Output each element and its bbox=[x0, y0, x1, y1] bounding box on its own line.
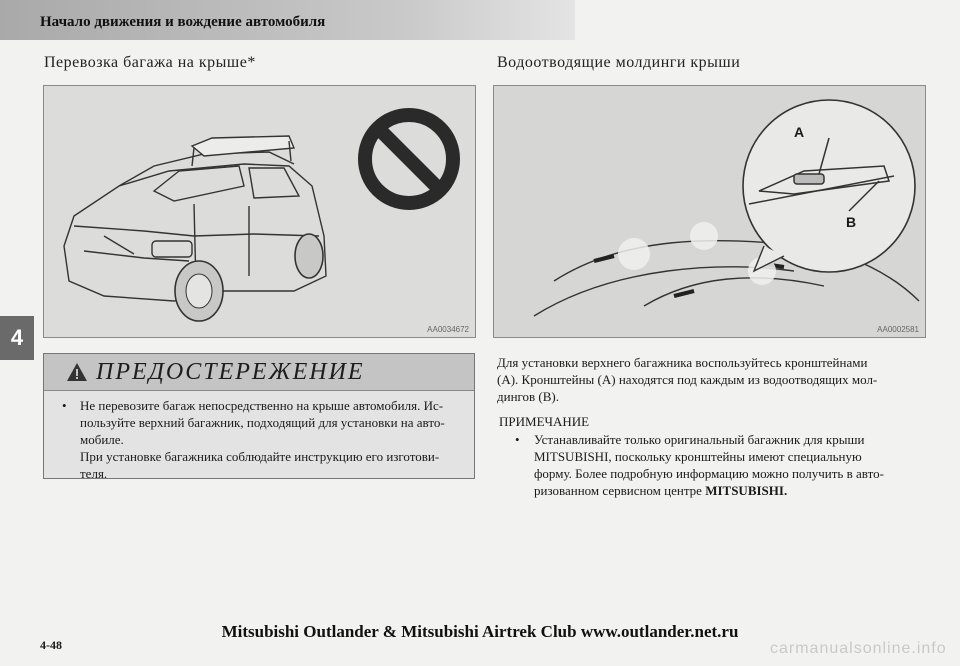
note-title: ПРИМЕЧАНИЕ bbox=[499, 414, 590, 429]
note-bullet: • bbox=[515, 432, 520, 447]
para-line-3: дингов (B). bbox=[497, 389, 560, 404]
warning-bullet: • bbox=[62, 398, 67, 413]
figure-code-left: AA0034672 bbox=[427, 325, 469, 334]
chapter-header-title: Начало движения и вождение автомобиля bbox=[40, 14, 326, 30]
car-roof-figure bbox=[43, 85, 476, 338]
note-block bbox=[515, 431, 884, 499]
car-illustration bbox=[44, 86, 475, 337]
warning-line-1: Не перевозите багаж непосредственно на крыше автомобиля. Ис- bbox=[80, 398, 444, 413]
chapter-tab: 4 bbox=[0, 316, 34, 360]
roof-cargo-title: Перевозка багажа на крыше* bbox=[44, 54, 256, 71]
figure-code-right: AA0002581 bbox=[877, 325, 919, 334]
footer-club: Mitsubishi Outlander & Mitsubishi Airtrek Club www.outlander.net.ru bbox=[221, 622, 739, 641]
note-line-3: форму. Более подробную информацию можно получить в авто- bbox=[534, 466, 884, 481]
roof-molding-illustration bbox=[494, 86, 925, 337]
watermark: carmanualsonline.info bbox=[770, 640, 947, 657]
para-line-2: (A). Кронштейны (A) находятся под каждым из водоотводящих мол- bbox=[497, 372, 878, 387]
label-a: A bbox=[794, 124, 805, 140]
warning-line-4: При установке багажника соблюдайте инструкцию его изготови- bbox=[80, 449, 440, 464]
note-line-1: Устанавливайте только оригинальный багажник для крыши bbox=[534, 432, 865, 447]
warning-title: ПРЕДОСТЕРЕЖЕНИЕ bbox=[96, 358, 365, 385]
warning-line-5: теля. bbox=[80, 466, 108, 481]
warning-header bbox=[44, 354, 474, 391]
page-number: 4-48 bbox=[40, 638, 62, 652]
note-line-2: MITSUBISHI, поскольку кронштейны имеют специальную bbox=[534, 449, 862, 464]
label-b: B bbox=[846, 214, 857, 230]
roof-molding-figure bbox=[493, 85, 926, 338]
note-line-4-text: ризованном сервисном центре bbox=[534, 483, 706, 498]
warning-triangle-icon bbox=[66, 362, 88, 382]
warning-line-3: мобиле. bbox=[80, 432, 124, 447]
roof-moldings-title: Водоотводящие молдинги крыши bbox=[497, 54, 741, 71]
note-brand: MITSUBISHI. bbox=[705, 483, 788, 498]
warning-box bbox=[43, 353, 475, 479]
moldings-paragraph bbox=[497, 354, 877, 405]
note-line-4 bbox=[534, 482, 884, 499]
para-line-1: Для установки верхнего багажника воспользуйтесь кронштейнами bbox=[497, 355, 868, 370]
warning-line-2: пользуйте верхний багажник, подходящий для установки на авто- bbox=[80, 415, 445, 430]
